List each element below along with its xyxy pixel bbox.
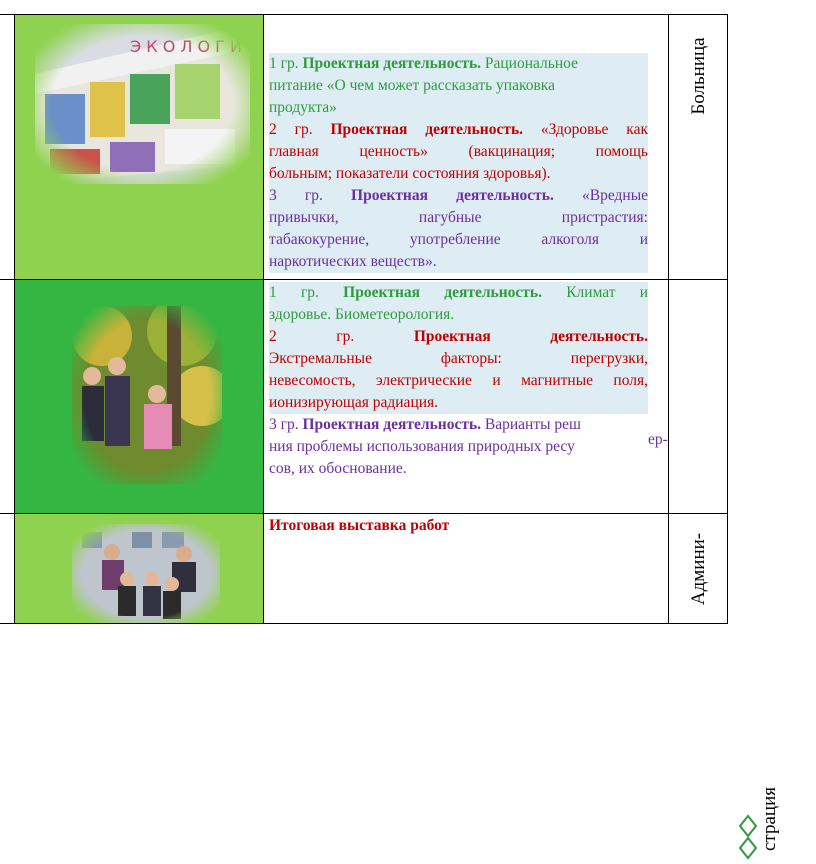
text-line (269, 251, 648, 273)
exhibition-wall-photo (35, 24, 250, 184)
text-segment: Экстремальные факторы: перегрузки, (269, 350, 648, 367)
text-line (269, 370, 648, 392)
final-exhibition-title: Итоговая выставка работ (269, 517, 450, 534)
text-line (269, 304, 648, 326)
text-line (269, 348, 648, 370)
text-segment: сов, их обоснование. (269, 460, 407, 477)
col-border-content (668, 14, 669, 624)
text-segment: питание «О чем может рассказать упаковка (269, 77, 555, 94)
row-divider-1 (0, 279, 728, 280)
project-heading: Проектная деятельность. (413, 328, 649, 345)
project-heading: Проектная деятельность. (330, 121, 524, 138)
text-segment: 2 гр. (269, 121, 331, 138)
col-border-right (727, 14, 728, 624)
administration-label-end: страция (759, 787, 780, 851)
project-heading: Проектная деятельность. (302, 55, 482, 72)
project-heading: Проектная деятельность. (302, 416, 482, 433)
group-photo (72, 524, 220, 624)
text-segment: здоровье. Биометеорология. (269, 306, 455, 323)
text-segment: «Здоровье как (523, 121, 648, 138)
text-segment: ионизирующая радиация. (269, 394, 439, 411)
row-2-content (269, 282, 648, 480)
row-3-content (269, 515, 648, 537)
project-heading: Проектная деятельность. (351, 187, 554, 204)
green-ornament-icon (736, 814, 760, 864)
text-segment: 3 гр. (269, 187, 352, 204)
text-segment: Варианты реш (481, 416, 581, 433)
text-segment: привычки, пагубные пристрастия: (269, 209, 648, 226)
row-1-lines (269, 53, 648, 273)
table-bottom-border (0, 623, 728, 624)
text-line (269, 229, 648, 251)
col-border-image (263, 14, 264, 624)
text-segment: Рациональное (481, 55, 578, 72)
text-line (269, 414, 648, 436)
text-line (269, 282, 648, 304)
col-border-left (14, 14, 15, 624)
text-line (269, 141, 648, 163)
text-segment: табакокурение, употребление алкоголя и (269, 231, 648, 248)
row-1-content (269, 53, 648, 273)
text-line (269, 392, 648, 414)
text-line (269, 97, 648, 119)
text-line (269, 163, 648, 185)
text-segment: 3 гр. (269, 416, 303, 433)
administration-label-start: Админи- (688, 532, 709, 606)
text-segment: 2 гр. (269, 328, 414, 345)
row-divider-2 (0, 513, 728, 514)
hospital-label: Больница (688, 37, 709, 115)
row-2-lines (269, 282, 648, 480)
text-line (269, 75, 648, 97)
schedule-table (0, 14, 728, 624)
row-2-overflow-fragment: ер- (648, 431, 668, 448)
text-line (269, 207, 648, 229)
bottom-right-fragment (732, 780, 802, 864)
text-line (269, 458, 648, 480)
text-segment: продукта» (269, 99, 337, 116)
text-segment: 1 гр. (269, 284, 344, 301)
text-segment: главная ценность» (вакцинация; помощь (269, 143, 648, 160)
forest-children-photo (72, 306, 222, 484)
text-segment: невесомость, электрические и магнитные поля, (269, 372, 648, 389)
text-line (269, 119, 648, 141)
text-segment: Климат и (542, 284, 649, 301)
text-segment: больным; показатели состояния здоровья). (269, 165, 551, 182)
text-line (269, 436, 648, 458)
text-segment: «Вредные (553, 187, 649, 204)
text-line (269, 326, 648, 348)
text-segment: наркотических веществ». (269, 253, 437, 270)
text-line (269, 185, 648, 207)
text-segment: 1 гр. (269, 55, 303, 72)
table-top-border (0, 14, 728, 15)
project-heading: Проектная деятельность. (343, 284, 542, 301)
text-segment: ния проблемы использования природных ресу (269, 438, 575, 455)
text-line (269, 53, 648, 75)
